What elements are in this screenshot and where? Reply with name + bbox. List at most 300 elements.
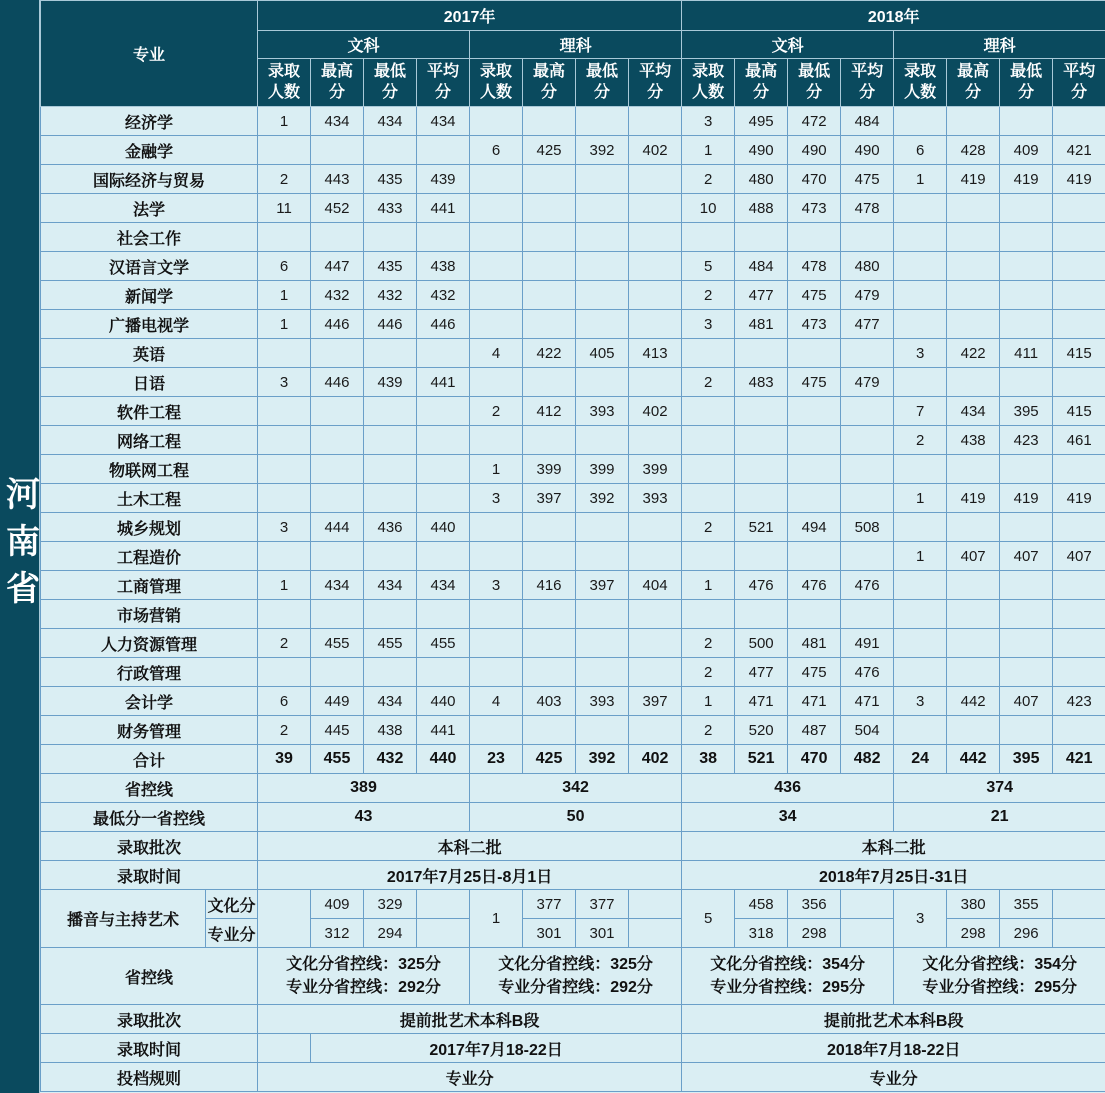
avg-score-cell: [629, 658, 682, 687]
min-score-cell: 494: [788, 513, 841, 542]
admitted-count-cell: 5: [682, 890, 735, 948]
track-header-2017-liberal-arts: 文科: [258, 31, 470, 59]
admitted-count-cell: [894, 600, 947, 629]
avg-score-cell: 434: [417, 107, 470, 136]
major-row: [41, 368, 1105, 397]
admitted-count-cell: 39: [258, 745, 311, 774]
avg-score-cell: [1053, 107, 1105, 136]
min-score-cell: 439: [364, 368, 417, 397]
avg-score-cell: [417, 658, 470, 687]
max-score-cell: [523, 658, 576, 687]
total-row: [41, 745, 1105, 774]
admitted-count-cell: 2: [258, 629, 311, 658]
min-score-cell: [576, 281, 629, 310]
admission-table: [40, 0, 1105, 1092]
min-score-cell: 407: [1000, 542, 1053, 571]
max-score-cell: 416: [523, 571, 576, 600]
max-score-cell: [947, 223, 1000, 252]
avg-score-cell: 477: [841, 310, 894, 339]
min-score-cell: [1000, 252, 1053, 281]
avg-score-cell: [629, 165, 682, 194]
avg-score-cell: [1053, 310, 1105, 339]
max-score-cell: 399: [523, 455, 576, 484]
admitted-count-cell: [894, 571, 947, 600]
avg-score-cell: [629, 310, 682, 339]
avg-score-cell: 508: [841, 513, 894, 542]
admitted-count-cell: 3: [894, 339, 947, 368]
max-score-cell: 520: [735, 716, 788, 745]
admitted-count-cell: 2: [258, 165, 311, 194]
min-score-cell: 399: [576, 455, 629, 484]
avg-score-cell: [629, 426, 682, 455]
max-score-cell: 455: [311, 629, 364, 658]
max-score-cell: [523, 310, 576, 339]
admitted-count-cell: 3: [470, 484, 523, 513]
major-name: 金融学: [41, 136, 258, 165]
max-score-cell: 432: [311, 281, 364, 310]
admit-time-value-2017: 2017年7月25日-8月1日: [258, 861, 682, 890]
column-header-min: 最低 分: [364, 59, 417, 107]
min-score-cell: 446: [364, 310, 417, 339]
admitted-count-cell: [470, 252, 523, 281]
min-score-cell: [1000, 194, 1053, 223]
major-name: 工商管理: [41, 571, 258, 600]
admitted-count-cell: [258, 658, 311, 687]
control-line-value: 436: [682, 774, 894, 803]
avg-score-cell: 413: [629, 339, 682, 368]
max-score-cell: 455: [311, 745, 364, 774]
min-score-cell: 393: [576, 687, 629, 716]
avg-score-cell: 461: [1053, 426, 1105, 455]
avg-score-cell: [1053, 658, 1105, 687]
avg-score-cell: [417, 136, 470, 165]
max-score-cell: 480: [735, 165, 788, 194]
major-name: 工程造价: [41, 542, 258, 571]
min-score-cell: 405: [576, 339, 629, 368]
admitted-count-cell: [470, 310, 523, 339]
max-score-cell: [311, 542, 364, 571]
min-score-cell: [364, 542, 417, 571]
min-score-cell: 470: [788, 165, 841, 194]
avg-score-cell: 419: [1053, 165, 1105, 194]
batch-value-2017: 本科二批: [258, 832, 682, 861]
max-score-cell: 397: [523, 484, 576, 513]
avg-score-cell: 423: [1053, 687, 1105, 716]
min-score-cell: [576, 658, 629, 687]
avg-score-cell: 484: [841, 107, 894, 136]
art-admit-time-value-2018: 2018年7月18-22日: [682, 1034, 1105, 1063]
control-line-row: [41, 774, 1105, 803]
admitted-count-cell: [470, 716, 523, 745]
min-score-cell: [1000, 600, 1053, 629]
max-score-cell: [523, 542, 576, 571]
max-score-cell: 500: [735, 629, 788, 658]
admitted-count-cell: [258, 890, 311, 948]
min-score-cell: 397: [576, 571, 629, 600]
art-batch-label: 录取批次: [41, 1005, 258, 1034]
max-score-cell: [735, 484, 788, 513]
major-name: 网络工程: [41, 426, 258, 455]
max-score-cell: [947, 310, 1000, 339]
min-score-cell: [364, 484, 417, 513]
min-score-cell: 434: [364, 107, 417, 136]
avg-score-cell: [1053, 716, 1105, 745]
admitted-count-cell: 2: [682, 629, 735, 658]
province-strip: [0, 0, 40, 1093]
total-label: 合计: [41, 745, 258, 774]
track-header-2018-liberal-arts: 文科: [682, 31, 894, 59]
admitted-count-cell: [894, 194, 947, 223]
min-score-cell: 423: [1000, 426, 1053, 455]
avg-score-cell: [629, 368, 682, 397]
admitted-count-cell: 10: [682, 194, 735, 223]
avg-score-cell: [629, 223, 682, 252]
art-control-line-cell: [258, 948, 470, 1005]
max-score-cell: 490: [735, 136, 788, 165]
batch-label: 录取批次: [41, 832, 258, 861]
major-name: 英语: [41, 339, 258, 368]
avg-score-cell: 441: [417, 368, 470, 397]
avg-score-cell: 479: [841, 281, 894, 310]
admitted-count-cell: [258, 136, 311, 165]
max-score-cell: [311, 600, 364, 629]
art-control-line-label: 省控线: [41, 948, 258, 1005]
min-score-cell: [1000, 368, 1053, 397]
max-score-cell: 442: [947, 745, 1000, 774]
avg-score-cell: 475: [841, 165, 894, 194]
column-header-avg: 平均 分: [629, 59, 682, 107]
min-score-cell: 473: [788, 310, 841, 339]
min-score-cell: [788, 397, 841, 426]
admitted-count-cell: 7: [894, 397, 947, 426]
max-score-cell: [735, 339, 788, 368]
column-header-min: 最低 分: [788, 59, 841, 107]
major-row: [41, 455, 1105, 484]
major-name: 法学: [41, 194, 258, 223]
avg-score-cell: 404: [629, 571, 682, 600]
max-score-cell: [523, 165, 576, 194]
max-score-cell: [947, 600, 1000, 629]
admitted-count-cell: [258, 600, 311, 629]
admitted-count-cell: [894, 310, 947, 339]
max-score-cell: [735, 455, 788, 484]
track-header-2018-science: 理科: [894, 31, 1105, 59]
min-score-cell: [364, 658, 417, 687]
min-score-cell: [1000, 571, 1053, 600]
min-score-cell: [576, 310, 629, 339]
max-score-cell: 484: [735, 252, 788, 281]
admitted-count-cell: [258, 397, 311, 426]
admitted-count-cell: [470, 223, 523, 252]
major-rows: [41, 107, 1105, 774]
avg-score-cell: [1053, 629, 1105, 658]
avg-score-cell: [1053, 455, 1105, 484]
max-score-cell: 380: [947, 890, 1000, 919]
max-score-cell: 521: [735, 745, 788, 774]
major-name: 国际经济与贸易: [41, 165, 258, 194]
max-score-cell: 434: [311, 571, 364, 600]
min-score-cell: [364, 426, 417, 455]
max-score-cell: 495: [735, 107, 788, 136]
admitted-count-cell: [682, 223, 735, 252]
min-score-cell: 301: [576, 919, 629, 948]
avg-score-cell: 471: [841, 687, 894, 716]
track-header-2017-science: 理科: [470, 31, 682, 59]
max-score-cell: 419: [947, 165, 1000, 194]
max-score-cell: [523, 252, 576, 281]
professional-control-line: 专业分省控线：295分: [710, 979, 865, 996]
admitted-count-cell: 3: [258, 513, 311, 542]
art-rows: [41, 890, 1105, 1092]
max-score-cell: [523, 107, 576, 136]
avg-score-cell: [1053, 281, 1105, 310]
avg-score-cell: 434: [417, 571, 470, 600]
min-score-cell: 490: [788, 136, 841, 165]
admitted-count-cell: [682, 339, 735, 368]
max-score-cell: 476: [735, 571, 788, 600]
admitted-count-cell: [682, 484, 735, 513]
avg-score-cell: [841, 542, 894, 571]
avg-score-cell: [1053, 600, 1105, 629]
min-score-cell: 392: [576, 136, 629, 165]
min-score-cell: 329: [364, 890, 417, 919]
avg-score-cell: [629, 890, 682, 919]
max-score-cell: [735, 426, 788, 455]
art-sub-label-culture: 文化分: [206, 890, 258, 919]
max-score-cell: 452: [311, 194, 364, 223]
min-score-cell: 435: [364, 165, 417, 194]
avg-score-cell: [1053, 368, 1105, 397]
column-header-admitted: 录取 人数: [682, 59, 735, 107]
avg-score-cell: 490: [841, 136, 894, 165]
admitted-count-cell: [470, 107, 523, 136]
major-row: [41, 687, 1105, 716]
major-row: [41, 716, 1105, 745]
avg-score-cell: [417, 484, 470, 513]
avg-score-cell: [841, 890, 894, 919]
max-score-cell: 446: [311, 310, 364, 339]
min-score-cell: 393: [576, 397, 629, 426]
admitted-count-cell: [470, 513, 523, 542]
max-score-cell: [523, 426, 576, 455]
avg-score-cell: 476: [841, 571, 894, 600]
max-score-cell: [947, 281, 1000, 310]
batch-row: [41, 832, 1105, 861]
admit-time-row: [41, 861, 1105, 890]
avg-score-cell: 440: [417, 687, 470, 716]
avg-score-cell: 399: [629, 455, 682, 484]
year-header-2018: 2018年: [682, 1, 1105, 31]
admitted-count-cell: 2: [470, 397, 523, 426]
avg-score-cell: [841, 919, 894, 948]
admitted-count-cell: 2: [682, 716, 735, 745]
max-score-cell: [947, 513, 1000, 542]
max-score-cell: 422: [523, 339, 576, 368]
admitted-count-cell: 6: [894, 136, 947, 165]
max-score-cell: 434: [311, 107, 364, 136]
min-score-cell: [1000, 107, 1053, 136]
major-name: 行政管理: [41, 658, 258, 687]
column-header-admitted: 录取 人数: [894, 59, 947, 107]
max-score-cell: [947, 368, 1000, 397]
batch-value-2018: 本科二批: [682, 832, 1105, 861]
max-score-cell: 446: [311, 368, 364, 397]
min-score-cell: [1000, 716, 1053, 745]
avg-score-cell: [841, 223, 894, 252]
major-name: 经济学: [41, 107, 258, 136]
admitted-count-cell: [682, 397, 735, 426]
column-header-max: 最高 分: [947, 59, 1000, 107]
max-score-cell: [947, 658, 1000, 687]
avg-score-cell: 441: [417, 716, 470, 745]
table-header: [41, 1, 1105, 107]
avg-score-cell: [417, 455, 470, 484]
admitted-count-cell: 1: [894, 165, 947, 194]
avg-score-cell: [1053, 919, 1105, 948]
min-score-cell: [1000, 223, 1053, 252]
max-score-cell: [311, 426, 364, 455]
avg-score-cell: [1053, 223, 1105, 252]
min-score-cell: 472: [788, 107, 841, 136]
avg-score-cell: 438: [417, 252, 470, 281]
min-score-cell: 473: [788, 194, 841, 223]
min-score-cell: [576, 629, 629, 658]
admitted-count-cell: 3: [894, 687, 947, 716]
admitted-count-cell: 1: [894, 484, 947, 513]
avg-score-cell: 415: [1053, 339, 1105, 368]
control-line-value: 374: [894, 774, 1105, 803]
min-score-cell: [576, 426, 629, 455]
control-line-label: 省控线: [41, 774, 258, 803]
admitted-count-cell: 2: [258, 716, 311, 745]
avg-score-cell: 439: [417, 165, 470, 194]
major-name: 土木工程: [41, 484, 258, 513]
avg-score-cell: [1053, 890, 1105, 919]
culture-control-line: 文化分省控线：354分: [922, 956, 1078, 973]
max-score-cell: 477: [735, 658, 788, 687]
min-score-cell: [1000, 629, 1053, 658]
min-score-cell: 432: [364, 745, 417, 774]
major-column-header: 专业: [41, 1, 258, 107]
max-score-cell: 425: [523, 136, 576, 165]
art-control-line-row: [41, 948, 1105, 1005]
year-header-row: [41, 1, 1105, 31]
avg-score-cell: [841, 426, 894, 455]
admitted-count-cell: [894, 107, 947, 136]
avg-score-cell: 432: [417, 281, 470, 310]
admitted-count-cell: 24: [894, 745, 947, 774]
avg-score-cell: [841, 339, 894, 368]
max-score-cell: [311, 339, 364, 368]
major-row: [41, 629, 1105, 658]
summary-rows: [41, 774, 1105, 890]
avg-score-cell: 478: [841, 194, 894, 223]
max-score-cell: [735, 223, 788, 252]
admit-time-label: 录取时间: [41, 861, 258, 890]
max-score-cell: 412: [523, 397, 576, 426]
major-row: [41, 426, 1105, 455]
min-score-cell: [788, 455, 841, 484]
admitted-count-cell: [470, 281, 523, 310]
admitted-count-cell: 1: [258, 571, 311, 600]
max-score-cell: 449: [311, 687, 364, 716]
min-score-cell: [576, 368, 629, 397]
major-name: 广播电视学: [41, 310, 258, 339]
min-minus-control-row: [41, 803, 1105, 832]
max-score-cell: [947, 107, 1000, 136]
min-score-cell: [576, 223, 629, 252]
admitted-count-cell: [258, 455, 311, 484]
avg-score-cell: 440: [417, 513, 470, 542]
avg-score-cell: 482: [841, 745, 894, 774]
column-header-max: 最高 分: [523, 59, 576, 107]
min-score-cell: 355: [1000, 890, 1053, 919]
avg-score-cell: 491: [841, 629, 894, 658]
max-score-cell: [947, 571, 1000, 600]
min-score-cell: [788, 542, 841, 571]
avg-score-cell: 504: [841, 716, 894, 745]
max-score-cell: [735, 397, 788, 426]
avg-score-cell: 476: [841, 658, 894, 687]
admitted-count-cell: 1: [258, 310, 311, 339]
avg-score-cell: [417, 542, 470, 571]
admitted-count-cell: [894, 455, 947, 484]
admitted-count-cell: [894, 658, 947, 687]
major-row: [41, 571, 1105, 600]
major-row: [41, 339, 1105, 368]
max-score-cell: [523, 629, 576, 658]
admitted-count-cell: [894, 513, 947, 542]
max-score-cell: 477: [735, 281, 788, 310]
avg-score-cell: [417, 919, 470, 948]
art-filing-rule-value-2017: 专业分: [258, 1063, 682, 1092]
admitted-count-cell: [470, 368, 523, 397]
admitted-count-cell: 4: [470, 687, 523, 716]
column-header-admitted: 录取 人数: [258, 59, 311, 107]
admitted-count-cell: [894, 223, 947, 252]
min-minus-control-value: 21: [894, 803, 1105, 832]
avg-score-cell: 455: [417, 629, 470, 658]
art-filing-rule-label: 投档规则: [41, 1063, 258, 1092]
min-score-cell: 475: [788, 658, 841, 687]
max-score-cell: [523, 716, 576, 745]
max-score-cell: 481: [735, 310, 788, 339]
admitted-count-cell: 4: [470, 339, 523, 368]
max-score-cell: [947, 194, 1000, 223]
art-admit-time-value-2017: 2017年7月18-22日: [311, 1034, 682, 1063]
max-score-cell: [735, 600, 788, 629]
avg-score-cell: [629, 107, 682, 136]
min-score-cell: [576, 107, 629, 136]
avg-score-cell: [417, 890, 470, 919]
avg-score-cell: 479: [841, 368, 894, 397]
column-header-min: 最低 分: [576, 59, 629, 107]
min-score-cell: [788, 484, 841, 513]
max-score-cell: 407: [947, 542, 1000, 571]
avg-score-cell: [841, 455, 894, 484]
avg-score-cell: 441: [417, 194, 470, 223]
admitted-count-cell: 1: [682, 136, 735, 165]
admitted-count-cell: [470, 165, 523, 194]
major-name: 会计学: [41, 687, 258, 716]
avg-score-cell: [629, 252, 682, 281]
min-score-cell: 455: [364, 629, 417, 658]
max-score-cell: 298: [947, 919, 1000, 948]
admitted-count-cell: 1: [470, 890, 523, 948]
major-row: [41, 252, 1105, 281]
min-score-cell: 409: [1000, 136, 1053, 165]
min-score-cell: 471: [788, 687, 841, 716]
